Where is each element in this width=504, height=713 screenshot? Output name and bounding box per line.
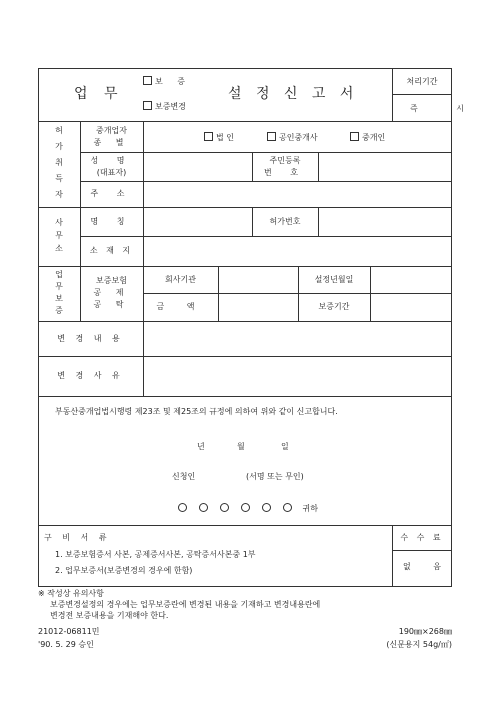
type-option-label: 법 인: [216, 133, 234, 142]
license-label: 허가번호: [269, 217, 301, 226]
type-label-2: 종 별: [93, 138, 130, 147]
checkbox[interactable]: [143, 76, 152, 85]
side-char: 가: [55, 142, 63, 151]
statement-text: 부동산중개업법시행령 제23조 및 제25조의 규정에 의하여 위와 같이 신고합니다.: [55, 407, 338, 416]
blank-circle-icon: [178, 503, 187, 512]
documents-header: 구 비 서 류: [44, 533, 111, 542]
id-label-2: 번 호: [264, 168, 306, 177]
processing-label: 처리기간: [406, 77, 438, 86]
office-side-char: 무: [55, 231, 63, 240]
guarantee-side-char: 무: [55, 282, 63, 291]
office-name-label: 명 칭: [90, 217, 133, 226]
type-label-1: 중개업자: [96, 126, 127, 135]
guarantee-side-char: 증: [55, 306, 63, 315]
side-char: 허: [55, 126, 63, 135]
fee-label: 수 수 료: [400, 533, 444, 542]
office-side-char: 소: [55, 244, 63, 253]
institution-input[interactable]: [219, 267, 298, 293]
applicant-label: 신청인: [172, 472, 196, 481]
notes-title: ※ 작성상 유의사항: [38, 589, 104, 598]
option-change[interactable]: [143, 101, 186, 112]
id-input[interactable]: [319, 153, 452, 181]
rule: [392, 94, 452, 95]
title-left: 업 무: [74, 86, 124, 102]
address-label: 주 소: [90, 189, 133, 198]
document-item: 2. 업무보증서(보증변경의 경우에 한함): [55, 566, 193, 575]
signature-label: (서명 또는 무인): [246, 472, 304, 481]
name-label-1: 성 명: [90, 156, 133, 165]
checkbox[interactable]: [204, 132, 213, 141]
office-side-char: 사: [55, 218, 63, 227]
form-number: 21012-06811민: [38, 627, 100, 636]
change-content-input[interactable]: [144, 322, 452, 356]
notes-line: 변경전 보증내용을 기재해야 한다.: [50, 611, 169, 620]
title-right: 설 정 신 고 서: [228, 86, 359, 102]
blank-circle-icon: [241, 503, 250, 512]
blank-circle-icon: [199, 503, 208, 512]
change-content-label: 변 경 내 용: [57, 334, 124, 343]
type-option-broker[interactable]: [350, 132, 385, 143]
change-reason-label: 변 경 사 유: [57, 371, 124, 380]
paper-size: 190㎜×268㎜: [398, 627, 452, 636]
rule: [38, 525, 452, 526]
option-bojeung-label: 보 증: [155, 77, 191, 86]
amount-label: 금 액: [156, 302, 205, 311]
name-label-2: (대표자): [96, 168, 127, 177]
date-day: 일: [281, 442, 289, 451]
guarantee-side-char: 보: [55, 294, 63, 303]
established-label: 설정년월일: [314, 275, 354, 284]
processing-value: 즉 시: [410, 104, 482, 113]
blank-circle-icon: [262, 503, 271, 512]
date-month: 월: [237, 442, 245, 451]
recipient-suffix: 귀하: [302, 504, 319, 513]
option-change-label: 보증변경: [155, 102, 186, 111]
rule: [38, 396, 452, 397]
notes-line: 보증변경설정의 경우에는 업무보증란에 변경된 내용을 기재하고 변경내용란에: [50, 600, 321, 609]
rule: [392, 550, 452, 551]
location-label: 소 재 지: [89, 246, 134, 255]
location-input[interactable]: [144, 237, 452, 266]
recipient-line: [172, 503, 318, 514]
option-bojeung[interactable]: [143, 76, 191, 87]
office-name-input[interactable]: [144, 208, 252, 236]
amount-input[interactable]: [219, 294, 298, 321]
guarantee-kind-label: 공 제: [93, 288, 130, 297]
period-label: 보증기간: [318, 302, 350, 311]
institution-label: 회사기관: [165, 275, 196, 284]
checkbox[interactable]: [267, 132, 276, 141]
checkbox[interactable]: [350, 132, 359, 141]
date-year: 년: [197, 442, 205, 451]
established-input[interactable]: [371, 267, 452, 293]
type-option-label: 중개인: [362, 133, 386, 142]
paper-type: (신문용지 54g/㎡): [386, 640, 452, 649]
change-reason-input[interactable]: [144, 357, 452, 396]
guarantee-kind-label: 공 탁: [93, 300, 130, 309]
blank-circle-icon: [283, 503, 292, 512]
name-input[interactable]: [144, 153, 252, 181]
approval-date: '90. 5. 29 승인: [38, 640, 94, 649]
rule: [38, 121, 452, 122]
document-item: 1. 보증보험증서 사본, 공제증서사본, 공탁증서사본중 1부: [55, 550, 256, 559]
period-input[interactable]: [371, 294, 452, 321]
guarantee-side-char: 업: [55, 270, 63, 279]
guarantee-kind-label: 보증보험: [96, 276, 127, 285]
fee-value: 없 음: [403, 562, 451, 571]
side-char: 자: [55, 190, 63, 199]
checkbox[interactable]: [143, 101, 152, 110]
side-char: 취: [55, 158, 63, 167]
license-input[interactable]: [319, 208, 452, 236]
side-char: 득: [55, 174, 63, 183]
type-option-label: 공인중개사: [279, 133, 318, 142]
type-option-licensed[interactable]: [267, 132, 318, 143]
type-option-corporation[interactable]: [204, 132, 234, 143]
blank-circle-icon: [220, 503, 229, 512]
id-label-1: 주민등록: [269, 156, 301, 165]
address-input[interactable]: [144, 182, 452, 207]
